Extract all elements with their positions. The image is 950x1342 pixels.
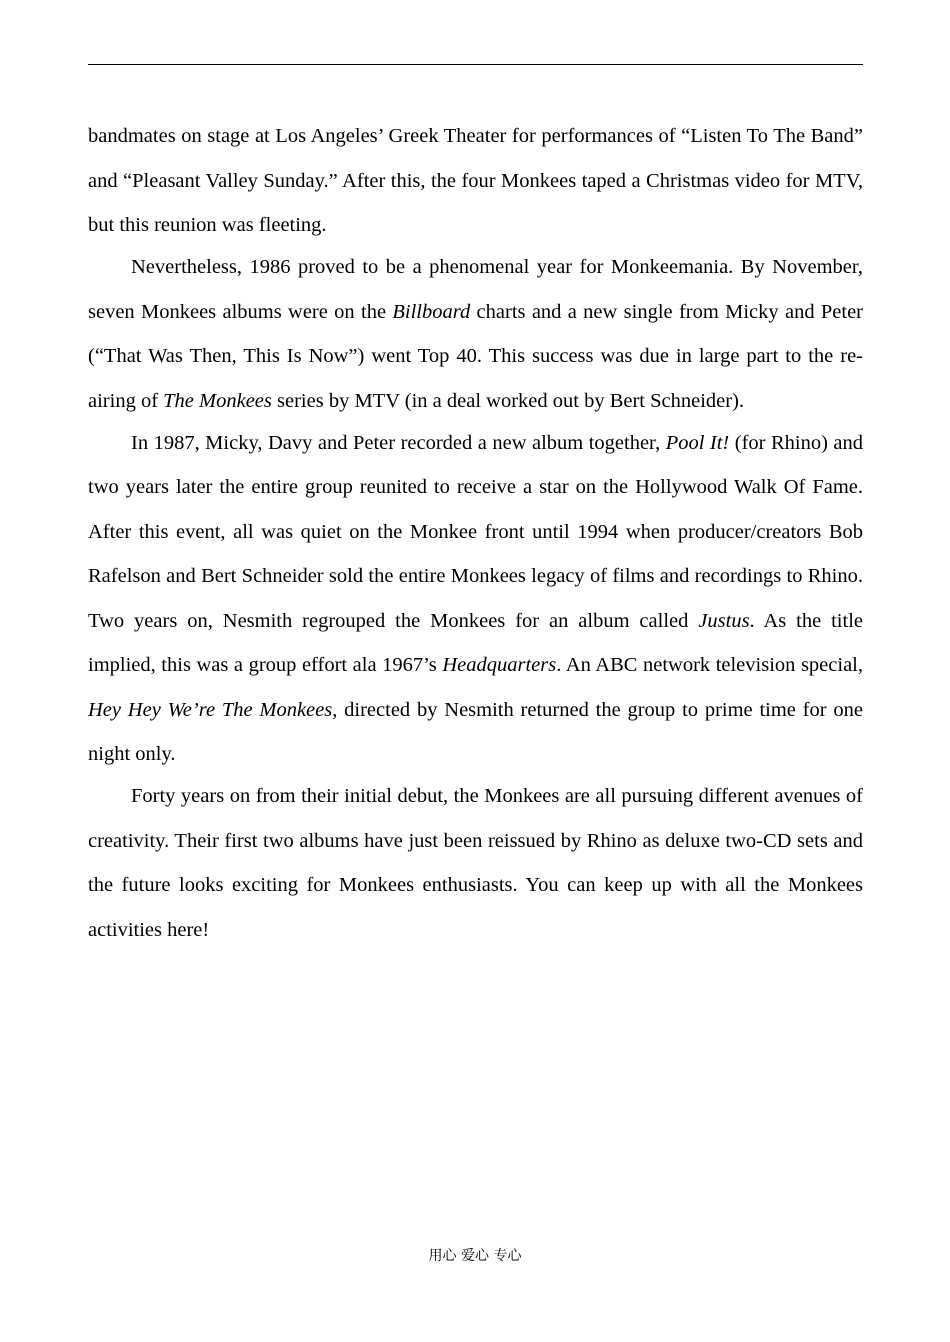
article-body	[88, 114, 863, 950]
italic-title-the-monkees: The Monkees	[163, 389, 272, 412]
paragraph-1	[88, 114, 863, 248]
text-run: . An ABC network television special,	[556, 654, 863, 676]
header-rule	[88, 64, 863, 65]
italic-title-billboard: Billboard	[392, 300, 471, 323]
italic-title-hey-hey: Hey Hey We’re The Monkees	[88, 698, 333, 721]
paragraph-3	[88, 421, 863, 777]
paragraph-2	[88, 245, 863, 423]
text-run: , directed by Nesmith returned the group to prime time for one night only.	[88, 698, 863, 765]
text-run: . As the title implied, this was a group effort ala 1967’s	[88, 609, 863, 676]
italic-title-pool-it: Pool It!	[665, 431, 730, 454]
paragraph-4	[88, 774, 863, 952]
text-run: bandmates on stage at Los Angeles’ Greek Theater for performances of “Listen To The Band” and “Pleasant Valley Sunday.” After this, the four Monkees taped a Christmas video for MTV, but this reunion was fleeting.	[88, 125, 863, 236]
text-run: Nevertheless, 1986 proved to be a phenomenal year for Monkeemania. By November, seven Monkees albums were on the	[88, 256, 863, 323]
italic-title-justus: Justus	[698, 609, 750, 632]
text-run: In 1987, Micky, Davy and Peter recorded a new album together,	[131, 431, 666, 454]
page-footer: 用心 爱心 专心	[428, 1248, 522, 1264]
text-run: series by MTV (in a deal worked out by Bert Schneider).	[271, 389, 745, 412]
text-run: (for Rhino) and two years later the entire group reunited to receive a star on the Hollywood Walk Of Fame. After this event, all was quiet on the Monkee front until 1994 when producer/creators Bob Rafelson and Bert Schneider sold the entire Monkees legacy of films and recordings to Rhino. Two years on, Nesmith regrouped the Monkees for an album called	[88, 431, 863, 632]
text-run: charts and a new single from Micky and Peter (“That Was Then, This Is Now”) went Top 40. This success was due in large part to the re-airing of	[88, 300, 864, 412]
text-run: Forty years on from their initial debut, the Monkees are all pursuing different avenues of creativity. Their first two albums have just been reissued by Rhino as deluxe two-CD sets and the future looks exciting for Monkees enthusiasts. You can keep up with all the Monkees activities here!	[88, 785, 863, 941]
italic-title-headquarters: Headquarters	[442, 654, 557, 676]
